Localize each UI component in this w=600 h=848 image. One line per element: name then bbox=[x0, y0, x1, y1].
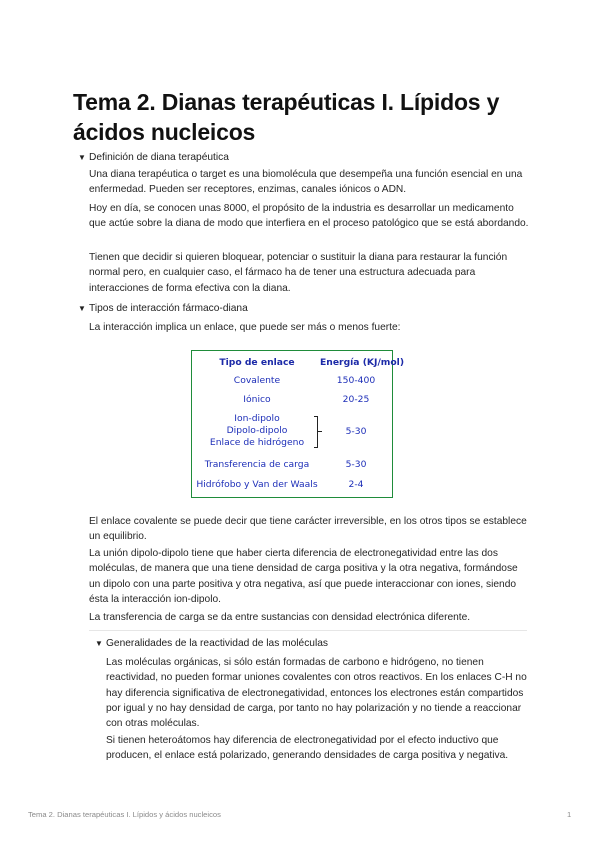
tipos-paragraph-2: La unión dipolo-dipolo tiene que haber cierta diferencia de electronegatividad entre las dos moléculas, de manera que una tiene densidad de carga positiva y la otra negativa, formándose un dipolo con una parte positiva y otra negativa, así que puede interaccionar con iones, siendo ésta la interacción ion-dipolo. bbox=[89, 548, 518, 605]
group-bracket-tick bbox=[318, 431, 322, 432]
definicion-paragraph-2: Hoy en día, se conocen unas 8000, el propósito de la industria es desarrollar un medicamento que actúe sobre la diana de modo que interfiera en el proceso patológico que se está abordando. bbox=[89, 203, 529, 230]
tipos-paragraph-1: El enlace covalente se puede decir que tiene carácter irreversible, en los otros tipos se establece un equilibrio. bbox=[89, 516, 527, 543]
toggle-tipos[interactable] bbox=[78, 302, 248, 316]
table-cell-type: Iónico bbox=[243, 394, 271, 405]
divider bbox=[89, 630, 527, 631]
table-cell-type: Enlace de hidrógeno bbox=[209, 437, 305, 448]
table-cell-energy: 5-30 bbox=[345, 459, 367, 470]
toggle-generalidades[interactable] bbox=[95, 637, 328, 651]
toggle-tipos-label: Tipos de interacción fármaco-diana bbox=[89, 303, 248, 314]
table-cell-energy: 150-400 bbox=[336, 375, 376, 386]
table-cell-type: Ion-dipolo bbox=[234, 413, 280, 424]
page-number: 1 bbox=[567, 810, 572, 819]
toggle-generalidades-label: Generalidades de la reactividad de las moléculas bbox=[106, 638, 328, 649]
page-title: Tema 2. Dianas terapéuticas I. Lípidos y ácidos nucleicos bbox=[73, 89, 500, 146]
toggle-definicion-label: Definición de diana terapéutica bbox=[89, 152, 229, 163]
footer-title: Tema 2. Dianas terapéuticas I. Lípidos y ácidos nucleicos bbox=[28, 810, 221, 819]
table-cell-energy: 2-4 bbox=[348, 479, 364, 490]
triangle-down-icon: ▼ bbox=[78, 304, 86, 313]
generalidades-paragraph-1: Las moléculas orgánicas, si sólo están formadas de carbono e hidrógeno, no tienen reactividad, no pueden formar uniones covalentes con otros reactivos. En los enlaces C-H no hay diferencia significativa de electronegatividad, entonces los electrones están compartidos por igual y no hay densidad de carga, por tanto no hay polarización y no tiende a reaccionar con otras moléculas. bbox=[106, 657, 527, 730]
table-cell-energy: 5-30 bbox=[345, 426, 367, 437]
table-cell-type: Hidrófobo y Van der Waals bbox=[196, 479, 318, 490]
table-header-energy: Energía (KJ/mol) bbox=[320, 357, 405, 368]
triangle-down-icon: ▼ bbox=[95, 639, 103, 648]
group-bracket bbox=[314, 416, 318, 448]
table-header-type: Tipo de enlace bbox=[219, 357, 295, 368]
table-cell-type: Covalente bbox=[233, 375, 281, 386]
tipos-intro: La interacción implica un enlace, que puede ser más o menos fuerte: bbox=[89, 322, 401, 333]
definicion-paragraph-3: Tienen que decidir si quieren bloquear, potenciar o sustituir la diana para restaurar la función normal pero, en cualquier caso, el fármaco ha de tener una estructura adecuada para interacciones de forma efectiva con la diana. bbox=[89, 252, 508, 294]
tipos-paragraph-3: La transferencia de carga se da entre sustancias con densidad electrónica diferente. bbox=[89, 612, 471, 623]
definicion-paragraph-1: Una diana terapéutica o target es una biomolécula que desempeña una función esencial en una enfermedad. Pueden ser receptores, enzimas, canales iónicos o ADN. bbox=[89, 169, 523, 196]
generalidades-paragraph-2: Si tienen heteroátomos hay diferencia de electronegatividad por el efecto inductivo que producen, el enlace está polarizado, generando densidades de carga positiva y negativa. bbox=[106, 735, 509, 762]
triangle-down-icon: ▼ bbox=[78, 153, 86, 162]
table-cell-energy: 20-25 bbox=[342, 394, 370, 405]
energy-table bbox=[191, 350, 405, 498]
table-cell-type: Transferencia de carga bbox=[204, 459, 310, 470]
toggle-definicion[interactable] bbox=[78, 151, 229, 165]
table-cell-type: Dipolo-dipolo bbox=[226, 425, 288, 436]
